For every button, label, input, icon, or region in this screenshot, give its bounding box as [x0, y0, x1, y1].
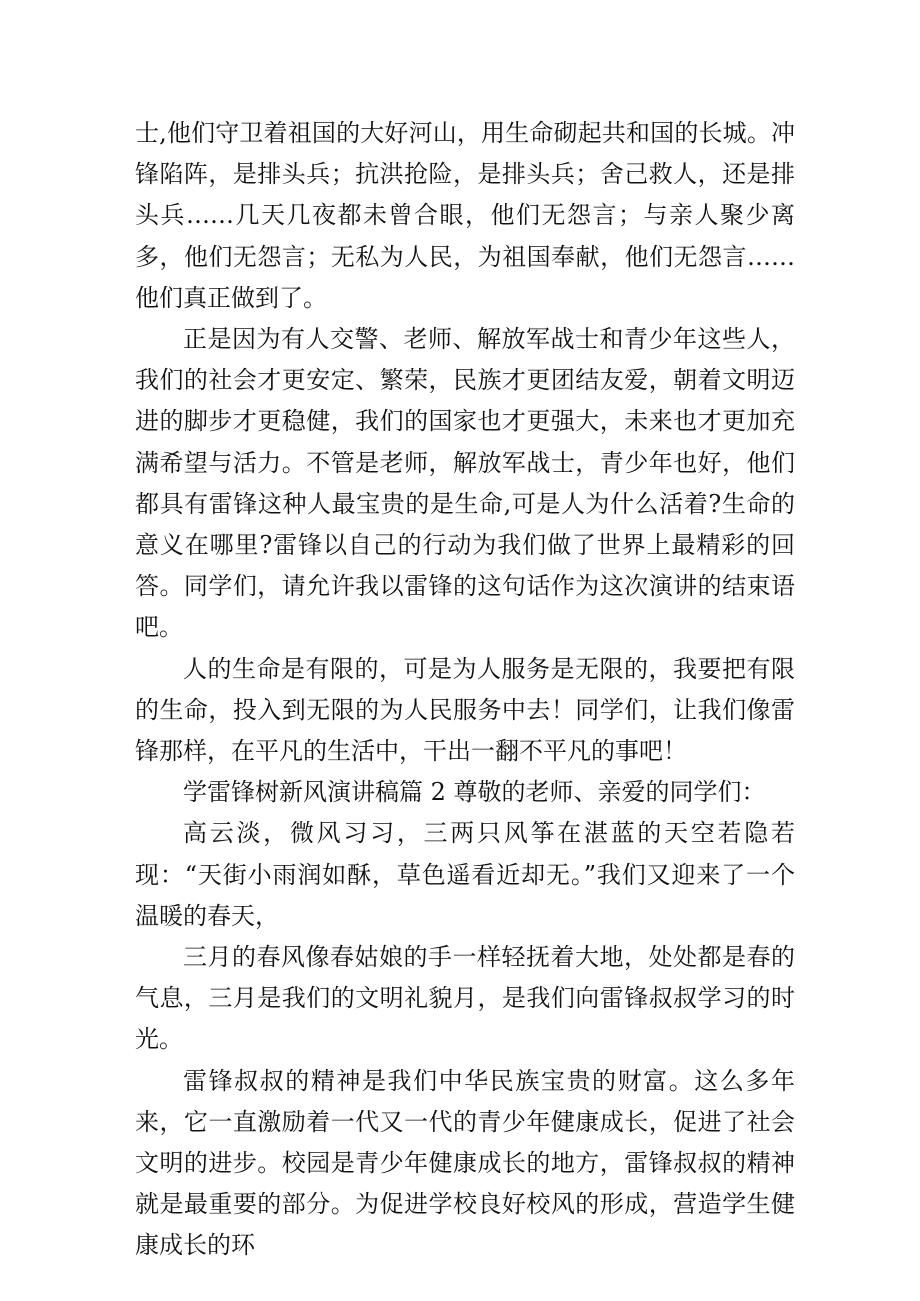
paragraph-1: 士,他们守卫着祖国的大好河山，用生命砌起共和国的长城。冲锋陷阵，是排头兵；抗洪抢险，是排头兵；舍己救人，还是排头兵……几天几夜都未曾合眼，他们无怨言；与亲人聚少离多，他们无怨言；无私为人民，为祖国奉献，他们无怨言……他们真正做到了。 — [135, 119, 795, 312]
paragraph-2: 正是因为有人交警、老师、解放军战士和青少年这些人，我们的社会才更安定、繁荣，民族才更团结友爱，朝着文明迈进的脚步才更稳健，我们的国家也才更强大，未来也才更加充满希望与活力。不管是老师，解放军战士，青少年也好，他们都具有雷锋这种人最宝贵的是生命,可是人为什么活着?生命的意义在哪里?雷锋以自己的行动为我们做了世界上最精彩的回答。同学们，请允许我以雷锋的这句话作为这次演讲的结束语吧。 — [135, 325, 795, 642]
document-body — [135, 113, 795, 1267]
paragraph-3: 人的生命是有限的，可是为人服务是无限的，我要把有限的生命，投入到无限的为人民服务中去！同学们，让我们像雷锋那样，在平凡的生活中，干出一翻不平凡的事吧！ — [135, 654, 795, 766]
paragraph-4: 高云淡，微风习习，三两只风筝在湛蓝的天空若隐若现：“天街小雨润如酥，草色遥看近却无。”我们又迎来了一个温暖的春天， — [135, 819, 795, 930]
section-heading: 学雷锋树新风演讲稿篇 2 尊敬的老师、亲爱的同学们： — [183, 778, 766, 807]
paragraph-5: 三月的春风像春姑娘的手一样轻抚着大地，处处都是春的气息，三月是我们的文明礼貌月，是我们向雷锋叔叔学习的时光。 — [135, 943, 795, 1054]
paragraph-6: 雷锋叔叔的精神是我们中华民族宝贵的财富。这么多年来，它一直激励着一代又一代的青少年健康成长，促进了社会文明的进步。校园是青少年健康成长的地方，雷锋叔叔的精神就是最重要的部分。为促进学校良好校风的形成，营造学生健康成长的环 — [135, 1066, 795, 1260]
